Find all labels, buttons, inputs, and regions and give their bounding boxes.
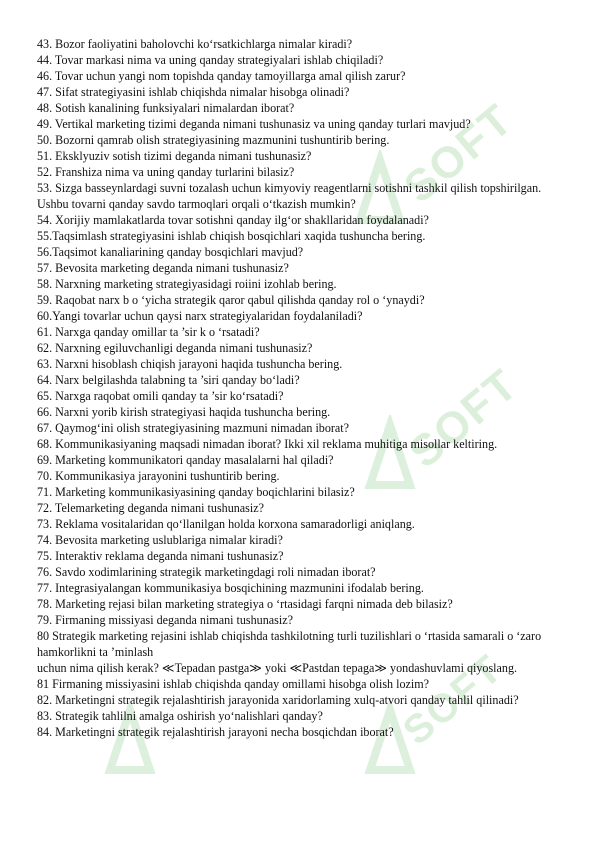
question-item: 54. Xorijiy mamlakatlarda tovar sotishni qanday ilg‘or shakllaridan foydalanadi?: [37, 213, 429, 227]
question-item: 62. Narxning egiluvchanligi deganda nimani tushunasiz?: [37, 341, 313, 355]
question-item: 84. Marketingni strategik rejalashtirish jarayoni necha bosqichdan iborat?: [37, 725, 394, 739]
question-item: 47. Sifat strategiyasini ishlab chiqishda nimalar hisobga olinadi?: [37, 85, 350, 99]
watermark-text: SOFT: [400, 359, 528, 478]
question-item: 69. Marketing kommunikatori qanday masalalarni hal qiladi?: [37, 453, 334, 467]
watermark-text: SOFT: [395, 646, 512, 754]
question-item: 61. Narxga qanday omillar ta ’sir k o ‘rsatadi?: [37, 325, 260, 339]
question-item: 68. Kommunikasiyaning maqsadi nimadan iborat? Ikki xil reklama muhitiga misollar keltiring.: [37, 437, 498, 451]
question-item: 70. Kommunikasiya jarayonini tushuntirib bering.: [37, 469, 280, 483]
question-item: 60.Yangi tovarlar uchun qaysi narx strategiyalaridan foydalaniladi?: [37, 309, 363, 323]
question-item: 55.Taqsimlash strategiyasini ishlab chiqish bosqichlari xaqida tushuncha bering.: [37, 229, 426, 243]
question-item: uchun nima qilish kerak? ≪Tepadan pastga≫ yoki ≪Pastdan tepaga≫ yondashuvlami qiyoslang.: [37, 661, 518, 675]
question-item: 43. Bozor faoliyatini baholovchi ko‘rsatkichlarga nimalar kiradi?: [37, 37, 353, 51]
question-item: 71. Marketing kommunikasiyasining qanday boqichlarini bilasiz?: [37, 485, 355, 499]
question-item: 74. Bevosita marketing uslublariga nimalar kiradi?: [37, 533, 283, 547]
question-item: 64. Narx belgilashda talabning ta ’siri qanday bo‘ladi?: [37, 373, 300, 387]
question-item: 59. Raqobat narx b o ‘yicha strategik qaror qabul qilishda qanday rol o ‘ynaydi?: [37, 293, 425, 307]
question-item: 48. Sotish kanalining funksiyalari nimalardan iborat?: [37, 101, 295, 115]
question-item: 52. Franshiza nima va uning qanday turlarini bilasiz?: [37, 165, 295, 179]
question-list: [37, 36, 549, 740]
question-item: 73. Reklama vositalaridan qo‘llanilgan holda korxona samaradorligi aniqlang.: [37, 517, 415, 531]
question-item: 56.Taqsimot kanaliarining qanday bosqichlari mavjud?: [37, 245, 304, 259]
question-item: 53. Sizga basseynlardagi suvni tozalash uchun kimyoviy reagentlarni sotishni tashkil qilish topshirilgan. Ushbu tovarni qanday savdo tarmoqlari orqali o‘tkazish mumkin?: [37, 181, 542, 211]
watermark-text: SOFT: [395, 94, 523, 213]
question-item: 81 Firmaning missiyasini ishlab chiqishda qanday omillami hisobga olish lozim?: [37, 677, 430, 691]
question-item: 77. Integrasiyalangan kommunikasiya bosqichining mazmunini ifodalab bering.: [37, 581, 424, 595]
question-item: 83. Strategik tahlilni amalga oshirish yo‘nalishlari qanday?: [37, 709, 323, 723]
question-item: 49. Vertikal marketing tizimi deganda nimani tushunasiz va uning qanday turlari mavjud?: [37, 117, 471, 131]
question-item: 65. Narxga raqobat omili qanday ta ’sir ko‘rsatadi?: [37, 389, 284, 403]
question-item: 76. Savdo xodimlarining strategik marketingdagi roli nimadan iborat?: [37, 565, 376, 579]
question-item: 51. Eksklyuziv sotish tizimi deganda nimani tushunasiz?: [37, 149, 312, 163]
question-item: 63. Narxni hisoblash chiqish jarayoni haqida tushuncha bering.: [37, 357, 343, 371]
question-item: 46. Tovar uchun yangi nom topishda qanday tamoyillarga amal qilish zarur?: [37, 69, 406, 83]
question-item: 58. Narxning marketing strategiyasidagi roiini izohlab bering.: [37, 277, 337, 291]
question-item: 80 Strategik marketing rejasini ishlab chiqishda tashkilotning turli tuzilishlari o ‘rtasida samarali o ‘zaro hamkorlikni ta ’minlash: [37, 629, 542, 659]
question-item: 79. Firmaning missiyasi deganda nimani tushunasiz?: [37, 613, 293, 627]
question-item: 57. Bevosita marketing deganda nimani tushunasiz?: [37, 261, 289, 275]
question-item: 67. Qaymog‘ini olish strategiyasining mazmuni nimadan iborat?: [37, 421, 350, 435]
question-item: 44. Tovar markasi nima va uning qanday strategiyalari ishlab chiqiladi?: [37, 53, 384, 67]
question-item: 82. Marketingni strategik rejalashtirish jarayonida xaridorlaming xulq-atvori qanday tahlil qilinadi?: [37, 693, 519, 707]
question-item: 78. Marketing rejasi bilan marketing strategiya o ‘rtasidagi farqni nimada deb bilasiz?: [37, 597, 453, 611]
question-item: 50. Bozorni qamrab olish strategiyasining mazmunini tushuntirib bering.: [37, 133, 390, 147]
question-item: 75. Interaktiv reklama deganda nimani tushunasiz?: [37, 549, 284, 563]
question-item: 66. Narxni yorib kirish strategiyasi haqida tushuncha bering.: [37, 405, 331, 419]
question-item: 72. Telemarketing deganda nimani tushunasiz?: [37, 501, 264, 515]
